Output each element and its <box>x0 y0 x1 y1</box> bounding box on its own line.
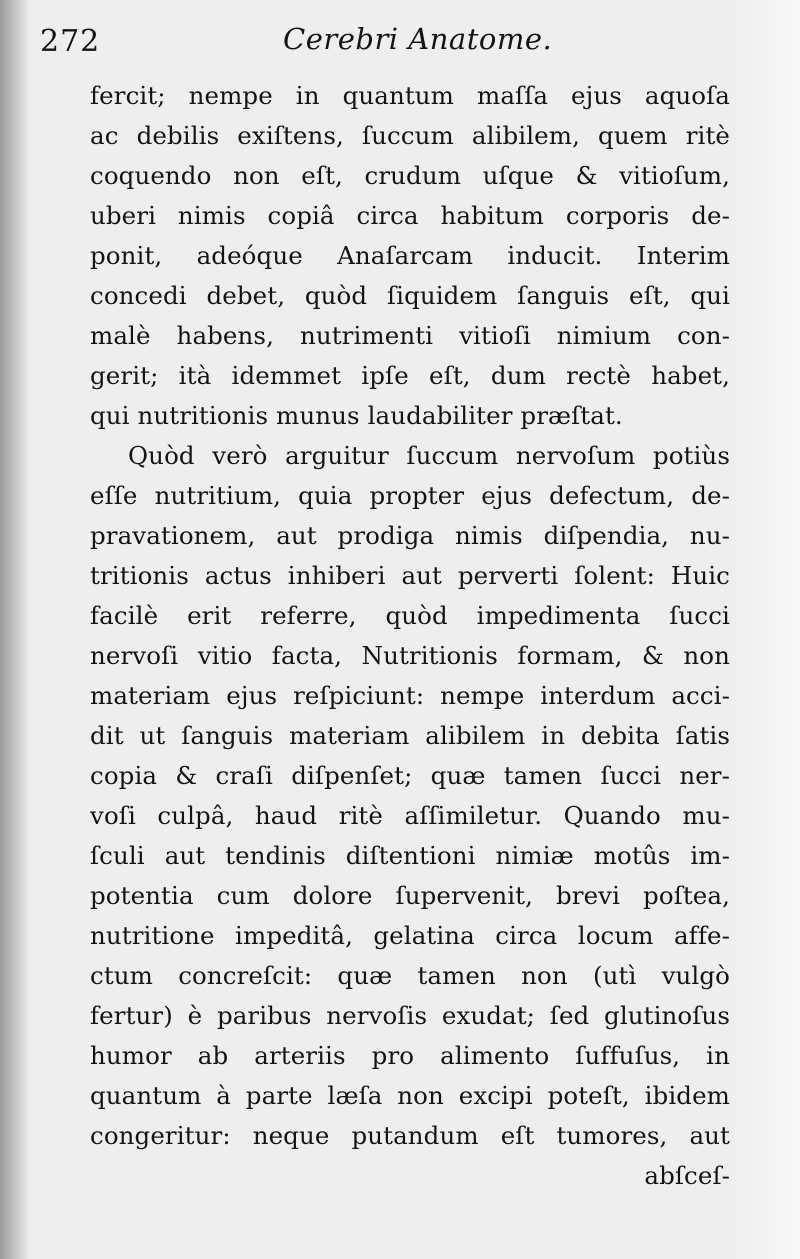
text-line: quantum à parte læſa non excipi poteſt, ibidem <box>90 1081 730 1110</box>
page-gutter-shadow <box>0 0 30 1259</box>
text-line: congeritur: neque putandum eſt tumores, aut <box>90 1121 730 1150</box>
text-line: gerit; ità idemmet ipſe eſt, dum rectè habet, <box>90 361 730 390</box>
text-line: eſſe nutritium, quia propter ejus defectum, de- <box>90 481 730 510</box>
text-line: tritionis actus inhiberi aut perverti ſolent: Huic <box>90 561 730 590</box>
text-line: voſi culpâ, haud ritè aſſimiletur. Quando mu- <box>90 801 730 830</box>
running-title: Cerebri Anatome. <box>283 22 553 56</box>
text-line: ac debilis exiſtens, ſuccum alibilem, quem ritè <box>90 121 730 150</box>
page-number: 272 <box>40 24 101 59</box>
text-line: materiam ejus reſpiciunt: nempe interdum acci- <box>90 681 730 710</box>
text-line: ctum concreſcit: quæ tamen non (utì vulgò <box>90 961 730 990</box>
text-line: dit ut ſanguis materiam alibilem in debita ſatis <box>90 721 730 750</box>
text-line: fercit; nempe in quantum maſſa ejus aquoſa <box>90 81 730 110</box>
text-line: ponit, adeóque Anaſarcam inducit. Interim <box>90 241 730 270</box>
text-line: malè habens, nutrimenti vitioſi nimium con- <box>90 321 730 350</box>
text-line: facilè erit referre, quòd impedimenta ſucci <box>90 601 730 630</box>
text-line: concedi debet, quòd ſiquidem ſanguis eſt, qui <box>90 281 730 310</box>
text-line: ſculi aut tendinis diſtentioni nimiæ motûs im- <box>90 841 730 870</box>
page-header <box>0 14 800 64</box>
text-line: fertur) è paribus nervoſis exudat; ſed glutinoſus <box>90 1001 730 1030</box>
text-line: coquendo non eſt, crudum uſque & vitioſum, <box>90 161 730 190</box>
catchword: abſceſ- <box>644 1161 730 1190</box>
text-line: Quòd verò arguitur ſuccum nervoſum potiùs <box>128 441 730 470</box>
text-line: humor ab arteriis pro alimento ſuffuſus, in <box>90 1041 730 1070</box>
text-line: uberi nimis copiâ circa habitum corporis de- <box>90 201 730 230</box>
text-line: potentia cum dolore ſupervenit, brevi poſtea, <box>90 881 730 910</box>
text-line: nervoſi vitio facta, Nutritionis formam, & non <box>90 641 730 670</box>
text-line: pravationem, aut prodiga nimis diſpendia, nu- <box>90 521 730 550</box>
text-line: nutritione impeditâ, gelatina circa locum affe- <box>90 921 730 950</box>
text-line: qui nutritionis munus laudabiliter præſtat. <box>90 401 623 430</box>
text-line: copia & craſi diſpenſet; quæ tamen ſucci ner- <box>90 761 730 790</box>
page-edge-highlight <box>730 0 800 1259</box>
